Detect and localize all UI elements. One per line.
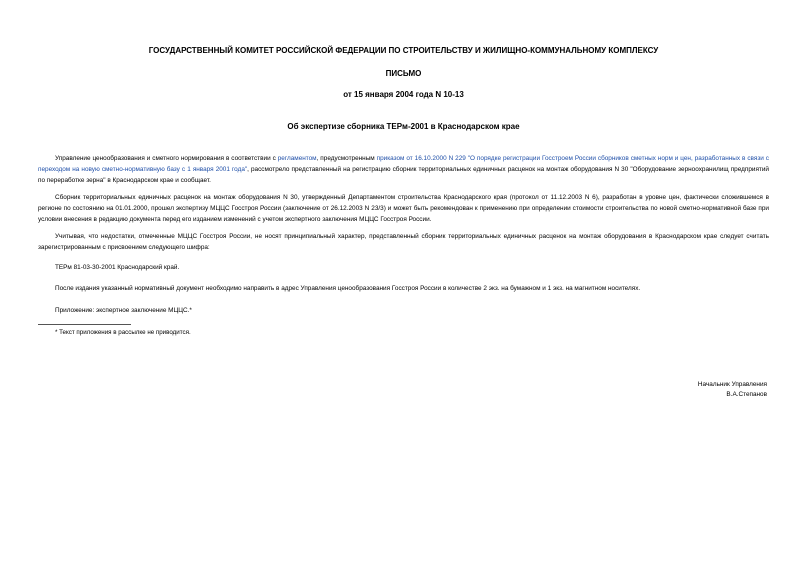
paragraph-5-text: После издания указанный нормативный документ необходимо направить в адрес Управления ценообразования Госстроя России в количестве 2 экз. на бумажном и 1 экз. на магнитном носителях. [55,285,641,292]
paragraph-1 [38,153,769,186]
register-code: ТЕРм 81-03-30-2001 Краснодарский край. [55,264,180,271]
document-date: от 15 января 2004 года N 10-13 [343,90,464,99]
paragraph-4 [38,262,769,273]
signature-title: Начальник Управления [697,381,767,388]
paragraph-1-text-b: , предусмотренным [316,155,377,162]
footnote: * Текст приложения в рассылке не приводится. [55,329,191,336]
paragraph-3 [38,231,769,253]
attachment-note: Приложение: экспертное заключение МЦЦС.* [55,307,192,314]
signature-block [698,380,767,400]
signature-name: В.А.Степанов [726,391,767,398]
regulation-link[interactable]: регламентом [277,155,317,162]
organization-heading: ГОСУДАРСТВЕННЫЙ КОМИТЕТ РОССИЙСКОЙ ФЕДЕРАЦИИ ПО СТРОИТЕЛЬСТВУ И ЖИЛИЩНО-КОММУНАЛЬНОМУ КОМПЛЕКСУ [148,46,659,55]
order-link[interactable]: приказом от 16.10.2000 N 229 "О порядке регистрации Госстроем России сборников сметных норм и цен, разработанных в связи с переходом на новую сметно-нормативную базу с 1 января 2001 года" [38,155,769,173]
document-subject: Об экспертизе сборника ТЕРм-2001 в Краснодарском крае [287,122,520,131]
paragraph-2-text: Сборник территориальных единичных расценок на монтаж оборудования N 30, утвержденный Департаментом строительства Краснодарского края (протокол от 11.12.2003 N 6), разработан в уровне цен, фактически сложившемся в регионе по состоянию на 01.01.2000, прошел экспертизу МЦЦС Госстроя России (заключение от 26.12.2003 N 23/3) и может быть рекомендован к применению при определении стоимости строительства по новой сметно-нормативной базе при условии внесения в редакцию документа перед его изданием изменений с учетом экспертного заключения МЦЦС Госстроя России. [38,194,769,223]
paragraph-1-text-c: , рассмотрело представленный на регистрацию сборник территориальных единичных расценок на монтаж оборудования N 30 "Оборудование зерноохранилищ предприятий по переработке зерна" в Краснодарском крае и сообщает. [38,166,769,184]
footnote-divider [38,324,131,325]
paragraph-5 [38,283,769,294]
document-type: ПИСЬМО [385,69,422,78]
paragraph-3-text: Учитывая, что недостатки, отмеченные МЦЦС Госстроя России, не носят принципиальный характер, представленный сборник территориальных единичных расценок на монтаж оборудования в Краснодарском крае следует считать зарегистрированным с присвоением следующего шифра: [38,233,769,251]
paragraph-2 [38,192,769,225]
paragraph-6 [38,305,769,316]
paragraph-1-text-a: Управление ценообразования и сметного нормирования в соответствии с [55,155,278,162]
